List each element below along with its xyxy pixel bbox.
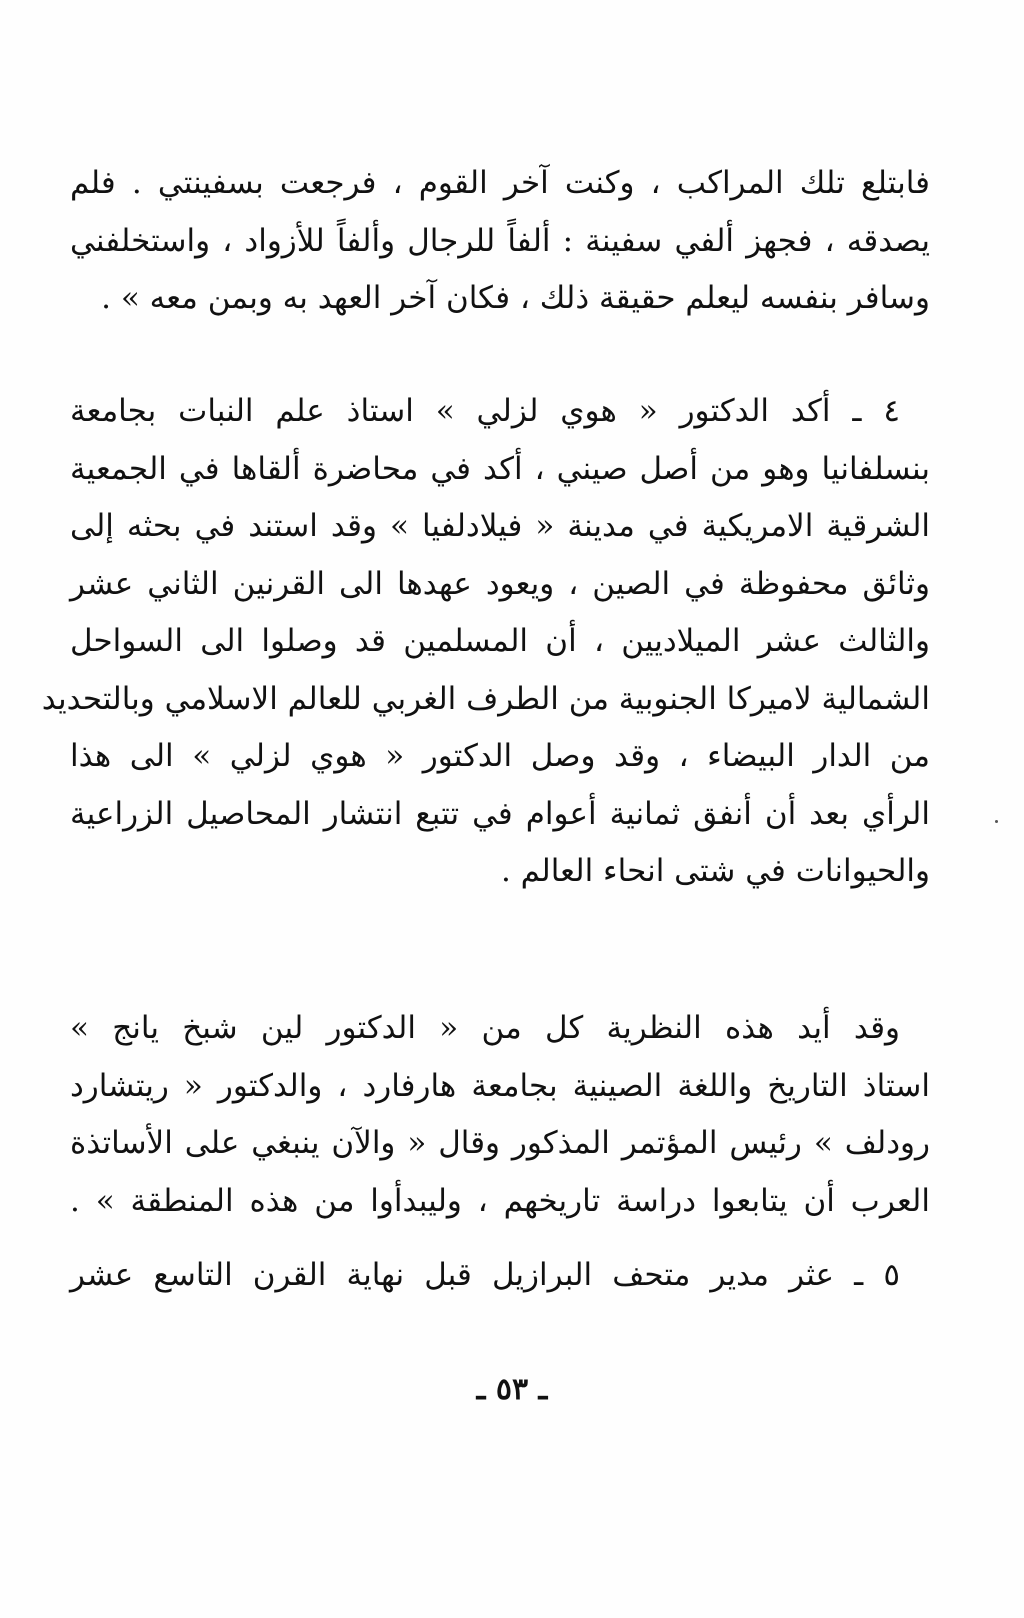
text-line: وثائق محفوظة في الصين ، ويعود عهدها الى القرنين الثاني عشر: [70, 565, 930, 602]
text-line: وقد أيد هذه النظرية كل من « الدكتور لين شبخ يانج »: [70, 1010, 900, 1046]
text-line: وسافر بنفسه ليعلم حقيقة ذلك ، فكان آخر العهد به وبمن معه » .: [101, 280, 930, 316]
text-line: العرب أن يتابعوا دراسة تاريخهم ، وليبدأوا من هذه المنطقة » .: [70, 1182, 930, 1219]
text-line: الشمالية لاميركا الجنوبية من الطرف الغربي للعالم الاسلامي وبالتحديد: [41, 680, 930, 717]
text-line: يصدقه ، فجهز ألفي سفينة : ألفاً للرجال وألفاً للأزواد ، واستخلفني: [70, 222, 930, 259]
support-paragraph: [70, 1000, 930, 1230]
text-line: فابتلع تلك المراكب ، وكنت آخر القوم ، فرجعت بسفينتي . فلم: [70, 165, 930, 201]
text-line: والحيوانات في شتى انحاء العالم .: [500, 853, 930, 889]
continuation-paragraph: [70, 155, 930, 328]
text-line: ٥ ـ عثر مدير متحف البرازيل قبل نهاية القرن التاسع عشر: [70, 1257, 900, 1293]
text-line: الرأي بعد أن أنفق ثمانية أعوام في تتبع انتشار المحاصيل الزراعية: [70, 795, 930, 832]
page-number: ـ ٥٣ ـ: [476, 1372, 548, 1407]
text-line: الشرقية الامريكية في مدينة « فيلادلفيا » وقد استند في بحثه إلى: [70, 508, 930, 544]
text-line: بنسلفانيا وهو من أصل صيني ، أكد في محاضرة ألقاها في الجمعية: [70, 450, 930, 487]
paragraph-4: [41, 383, 930, 901]
text-line: ٤ ـ أكد الدكتور « هوي لزلي » استاذ علم النبات بجامعة: [70, 393, 900, 429]
scan-speck: [995, 820, 998, 823]
text-line: رودلف » رئيس المؤتمر المذكور وقال « والآن ينبغي على الأساتذة: [70, 1125, 930, 1161]
text-line: والثالث عشر الميلاديين ، أن المسلمين قد وصلوا الى السواحل: [70, 623, 930, 659]
paragraph-5: [70, 1247, 930, 1305]
text-line: من الدار البيضاء ، وقد وصل الدكتور « هوي لزلي » الى هذا: [70, 738, 930, 774]
text-line: استاذ التاريخ واللغة الصينية بجامعة هارفارد ، والدكتور « ريتشارد: [70, 1067, 930, 1104]
